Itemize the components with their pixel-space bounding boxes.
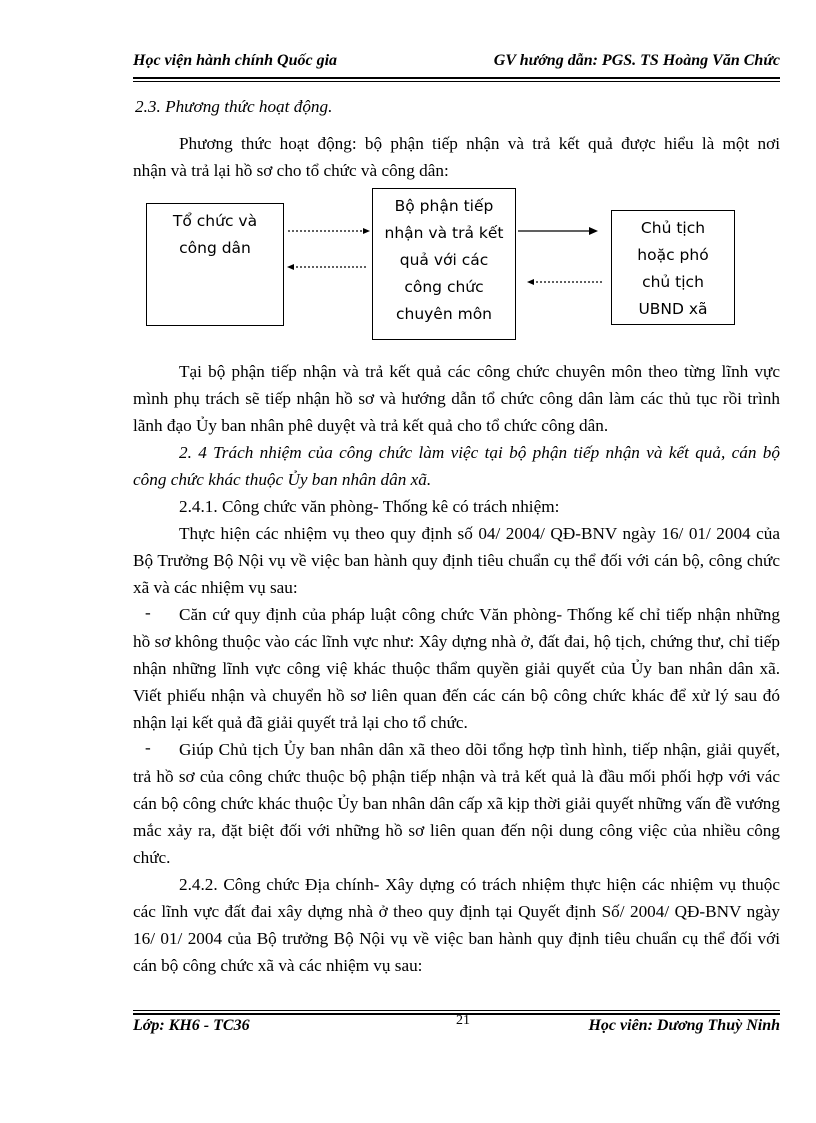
main-body xyxy=(133,358,780,979)
intro-line-2: nhận và trả lại hồ sơ cho tổ chức và công dân: xyxy=(133,161,449,180)
box-center-line: quả với các xyxy=(399,251,489,269)
page-header xyxy=(133,50,780,74)
footer-student: Học viên: Dương Thuỳ Ninh xyxy=(588,1017,780,1034)
bullet-mark: - xyxy=(145,738,151,757)
section-2-4-2-para: 2.4.2. Công chức Địa chính- Xây dựng có trách nhiệm thực hiện các nhiệm vụ thuộc các lĩnh vực đất đai xây dựng nhà ở theo quy định tại Quyết định Số/ 2004/ QĐ-BNV ngày 16/ 01/ 2004 của Bộ trưởng Bộ Nội vụ về việc ban hành quy định tiêu chuẩn cụ thể đối với cán bộ công chức xã và các nhiệm vụ sau: xyxy=(133,875,780,975)
bullet-mark: - xyxy=(145,603,151,622)
box-organization-citizen xyxy=(146,203,284,326)
arrow-right-to-center xyxy=(527,279,602,285)
footer-class: Lớp: KH6 - TC36 xyxy=(133,1017,250,1034)
header-rule xyxy=(133,77,780,82)
diagram-arrows xyxy=(284,220,614,290)
box-chairman xyxy=(611,210,735,325)
arrow-left-to-center xyxy=(288,228,370,234)
section-2-4-1-para: Thực hiện các nhiệm vụ theo quy định số 04/ 2004/ QĐ-BNV ngày 16/ 01/ 2004 của Bộ Trưởng Bộ Nội vụ về việc ban hành quy định tiêu chuẩn cụ thể đối với cán bộ, công chức xã và các nhiệm vụ sau: xyxy=(133,524,780,597)
box-right-line: UBND xã xyxy=(638,300,708,318)
bullet-text: Giúp Chủ tịch Ủy ban nhân dân xã theo dõi tổng hợp tình hình, tiếp nhận, giải quyết, trả hồ sơ của công chức thuộc bộ phận tiếp nhận và trả kết quả là đầu mối phối hợp với vác cán bộ công chức khác thuộc Ủy ban nhân dân cấp xã kịp thời giải quyết những vấn đề vướng mắc xảy ra, đặt biệt đối với những hồ sơ liên quan đến nội dung công việc của nhiều công chức. xyxy=(133,740,780,867)
box-center-line: nhận và trả kết xyxy=(384,224,504,242)
header-institution: Học viện hành chính Quốc gia xyxy=(133,52,338,69)
bullet-text: Căn cứ quy định của pháp luật công chức Văn phòng- Thống kế chỉ tiếp nhận những hồ sơ không thuộc vào các lĩnh vực như: Xây dựng nhà ở, đất đai, hộ tịch, chứng thư, chỉ tiếp nhận những lĩnh vực công việ khác thuộc thẩm quyền giải quyết của Ủy ban nhân dân xã. Viết phiếu nhận và chuyển hồ sơ liên quan đến các cán bộ công chức khác để xử lý sau đó nhận lại kết quả đã giải quyết trả lại cho tổ chức. xyxy=(133,605,780,732)
arrow-center-to-left xyxy=(287,264,366,270)
intro-line-1: Phương thức hoạt động: bộ phận tiếp nhận và trả kết quả được hiểu là một nơi xyxy=(179,134,780,153)
box-center-line: Bộ phận tiếp xyxy=(394,197,494,215)
page-number: 21 xyxy=(456,1013,470,1028)
section-2-3-title: 2.3. Phương thức hoạt động. xyxy=(135,97,333,116)
box-left-line: Tổ chức và xyxy=(172,212,258,230)
box-right-line: chủ tịch xyxy=(642,273,704,291)
section-2-3 xyxy=(133,93,780,184)
section-2-4-1-title: 2.4.1. Công chức văn phòng- Thống kê có trách nhiệm: xyxy=(179,497,560,516)
bullet-item xyxy=(133,601,780,736)
para-after-diagram: Tại bộ phận tiếp nhận và trả kết quả các công chức chuyên môn theo từng lĩnh vực mình phụ trách sẽ tiếp nhận hồ sơ và hướng dẫn tổ chức công dân làm các thủ tục rồi trình lãnh đạo Ủy ban nhân phê duyệt và trả kết quả cho tổ chức công dân. xyxy=(133,362,780,435)
box-center-line: chuyên môn xyxy=(395,305,493,323)
box-left-line: công dân xyxy=(179,239,251,257)
box-right-line: Chủ tịch xyxy=(640,219,706,237)
box-center-line: công chức xyxy=(404,278,484,296)
bullet-item xyxy=(133,736,780,871)
header-supervisor: GV hướng dẫn: PGS. TS Hoàng Văn Chức xyxy=(493,52,780,69)
section-2-4-title: 2. 4 Trách nhiệm của công chức làm việc tại bộ phận tiếp nhận và kết quả, cán bộ công chức khác thuộc Ủy ban nhân dân xã. xyxy=(133,443,780,489)
box-right-line: hoặc phó xyxy=(637,246,709,264)
arrow-center-to-right xyxy=(518,227,598,235)
